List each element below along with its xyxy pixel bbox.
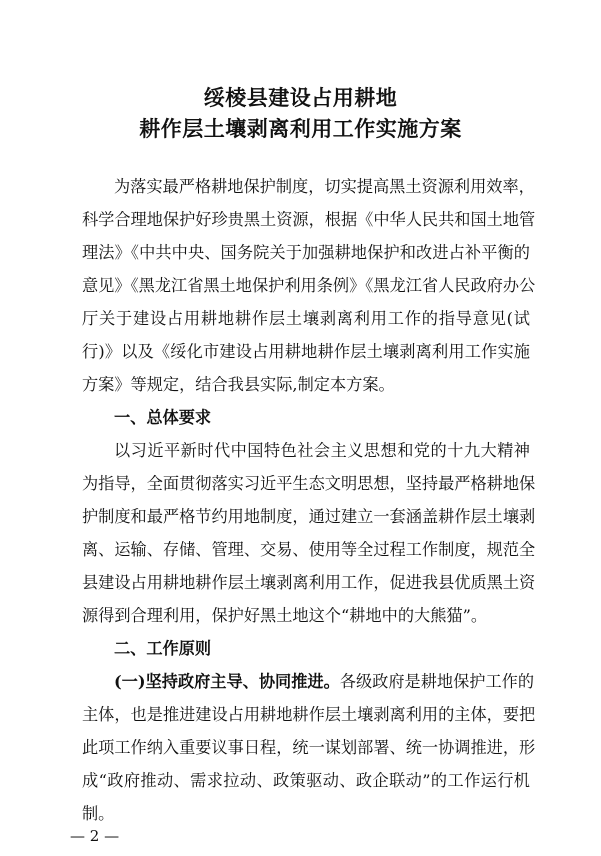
section2-line: 制。: [82, 804, 115, 823]
section1-line: 护制度和最严格节约用地制度，通过建立一套涵盖耕作层土壤剥: [82, 507, 536, 526]
page-number: — 2 —: [70, 827, 120, 845]
section1-line: 源得到合理利用，保护好黑土地这个“耕地中的大熊猫”。: [82, 606, 488, 625]
intro-line: 意见》《黑龙江省黑土地保护利用条例》《黑龙江省人民政府办公: [82, 276, 536, 295]
intro-line: 行)》以及《绥化市建设占用耕地耕作层土壤剥离利用工作实施: [82, 342, 530, 361]
document-title-line-1: 绥棱县建设占用耕地: [203, 86, 398, 110]
intro-line: 方案》等规定，结合我县实际,制定本方案。: [82, 375, 395, 394]
intro-line: 理法》《中共中央、国务院关于加强耕地保护和改进占补平衡的: [82, 243, 530, 262]
section1-line: 离、运输、存储、管理、交易、使用等全过程工作制度，规范全: [82, 540, 536, 559]
section1-line: 县建设占用耕地耕作层土壤剥离利用工作，促进我县优质黑土资: [82, 573, 536, 592]
document-title-line-2: 耕作层土壤剥离利用工作实施方案: [139, 117, 462, 141]
subsection-text: 各级政府是耕地保护工作的: [339, 672, 535, 691]
section2-line: 主体，也是推进建设占用耕地耕作层土壤剥离利用的主体，要把: [82, 705, 536, 724]
section-heading-general-requirements: 一、总体要求: [114, 408, 212, 427]
section2-sub1-first-line: [114, 672, 535, 692]
section1-line: 以习近平新时代中国特色社会主义思想和党的十九大精神: [114, 441, 530, 460]
section2-line: 此项工作纳入重要议事日程，统一谋划部署、统一协调推进，形: [82, 738, 536, 757]
section-heading-work-principles: 二、工作原则: [114, 639, 212, 658]
subsection-title: (一)坚持政府主导、协同推进。: [114, 672, 340, 691]
section1-line: 为指导，全面贯彻落实习近平生态文明思想，坚持最严格耕地保: [82, 474, 536, 493]
intro-line: 科学合理地保护好珍贵黑土资源，根据《中华人民共和国土地管: [82, 210, 536, 229]
intro-line: 为落实最严格耕地保护制度，切实提高黑土资源利用效率，: [114, 177, 535, 196]
section2-line: 成“政府推动、需求拉动、政策驱动、政企联动”的工作运行机: [82, 771, 530, 790]
intro-line: 厅关于建设占用耕地耕作层土壤剥离利用工作的指导意见(试: [82, 309, 530, 328]
